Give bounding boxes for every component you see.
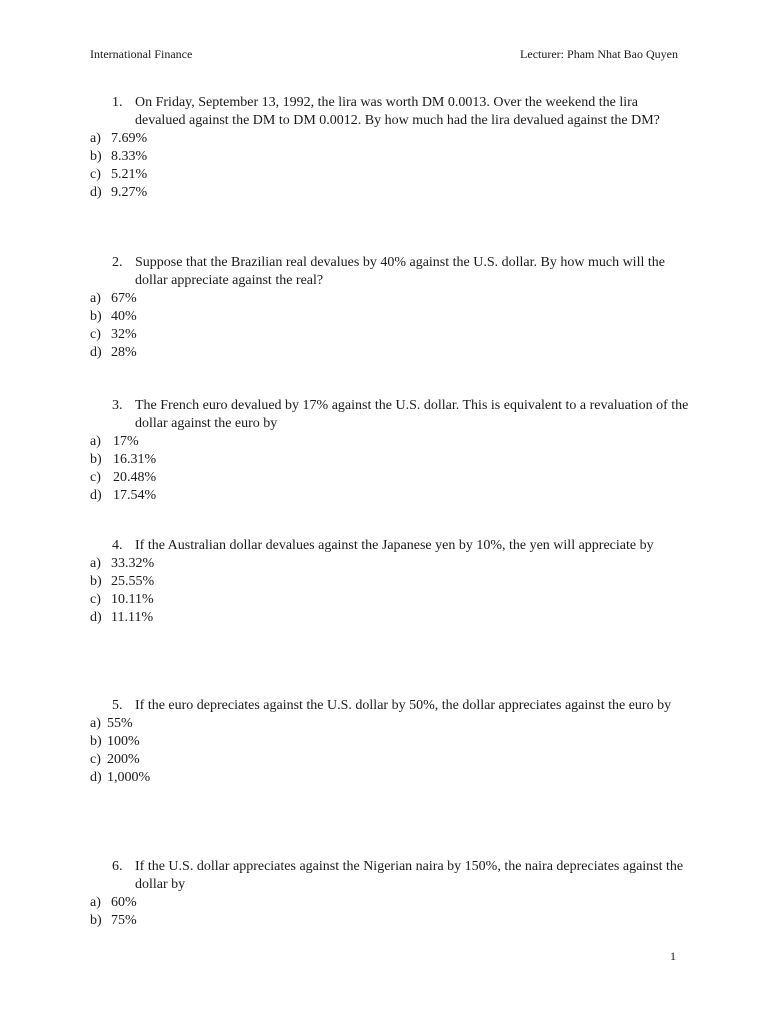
question-stem — [90, 94, 690, 130]
question-text: On Friday, September 13, 1992, the lira was worth DM 0.0013. Over the weekend the lira devalued against the DM to DM 0.0012. By how much had the lira devalued against the DM? — [135, 95, 660, 128]
question-1 — [90, 94, 690, 202]
question-stem — [90, 254, 690, 290]
question-3 — [90, 397, 690, 505]
question-stem — [90, 697, 690, 715]
question-number: 6. — [112, 859, 123, 874]
option-b: b) 25.55% — [90, 574, 155, 589]
option-d: d) 17.54% — [90, 488, 157, 503]
option-a: a) 55% — [90, 716, 133, 731]
option-d: d) 28% — [90, 345, 137, 360]
options-list — [90, 130, 690, 202]
options-list — [90, 894, 690, 930]
question-4 — [90, 537, 690, 627]
option-c: c) 5.21% — [90, 167, 148, 182]
option-b: b) 75% — [90, 913, 137, 928]
option-d: d) 1,000% — [90, 770, 151, 785]
question-6 — [90, 858, 690, 930]
option-c: c) 200% — [90, 752, 140, 767]
option-d: d) 11.11% — [90, 610, 154, 625]
question-number: 4. — [112, 538, 123, 553]
question-2 — [90, 254, 690, 362]
question-number: 1. — [112, 95, 123, 110]
question-number: 3. — [112, 398, 123, 413]
page-number: 1 — [670, 949, 676, 963]
option-a: a) 17% — [90, 434, 139, 449]
question-number: 2. — [112, 255, 123, 270]
option-c: c) 32% — [90, 327, 137, 342]
option-b: b) 16.31% — [90, 452, 157, 467]
options-list — [90, 715, 690, 787]
option-b: b) 8.33% — [90, 149, 148, 164]
question-text: If the Australian dollar devalues against the Japanese yen by 10%, the yen will appreciate by — [135, 538, 654, 553]
question-stem — [90, 397, 690, 433]
option-a: a) 60% — [90, 895, 137, 910]
options-list — [90, 555, 690, 627]
options-list — [90, 433, 690, 505]
option-d: d) 9.27% — [90, 185, 148, 200]
option-b: b) 100% — [90, 734, 140, 749]
question-text: Suppose that the Brazilian real devalues by 40% against the U.S. dollar. By how much will the dollar appreciate against the real? — [135, 255, 665, 288]
option-b: b) 40% — [90, 309, 137, 324]
page-header — [90, 46, 678, 62]
option-c: c) 20.48% — [90, 470, 157, 485]
question-text: If the U.S. dollar appreciates against the Nigerian naira by 150%, the naira depreciates against the dollar by — [135, 859, 684, 892]
option-a: a) 67% — [90, 291, 137, 306]
lecturer-name: Lecturer: Pham Nhat Bao Quyen — [520, 47, 678, 61]
question-number: 5. — [112, 698, 123, 713]
option-a: a) 33.32% — [90, 556, 155, 571]
course-title: International Finance — [90, 47, 193, 61]
question-stem — [90, 537, 690, 555]
question-text: If the euro depreciates against the U.S. dollar by 50%, the dollar appreciates against the euro by — [135, 698, 672, 713]
option-c: c) 10.11% — [90, 592, 154, 607]
question-stem — [90, 858, 690, 894]
question-text: The French euro devalued by 17% against the U.S. dollar. This is equivalent to a revaluation of the dollar against the euro by — [135, 398, 689, 431]
options-list — [90, 290, 690, 362]
question-5 — [90, 697, 690, 787]
option-a: a) 7.69% — [90, 131, 148, 146]
